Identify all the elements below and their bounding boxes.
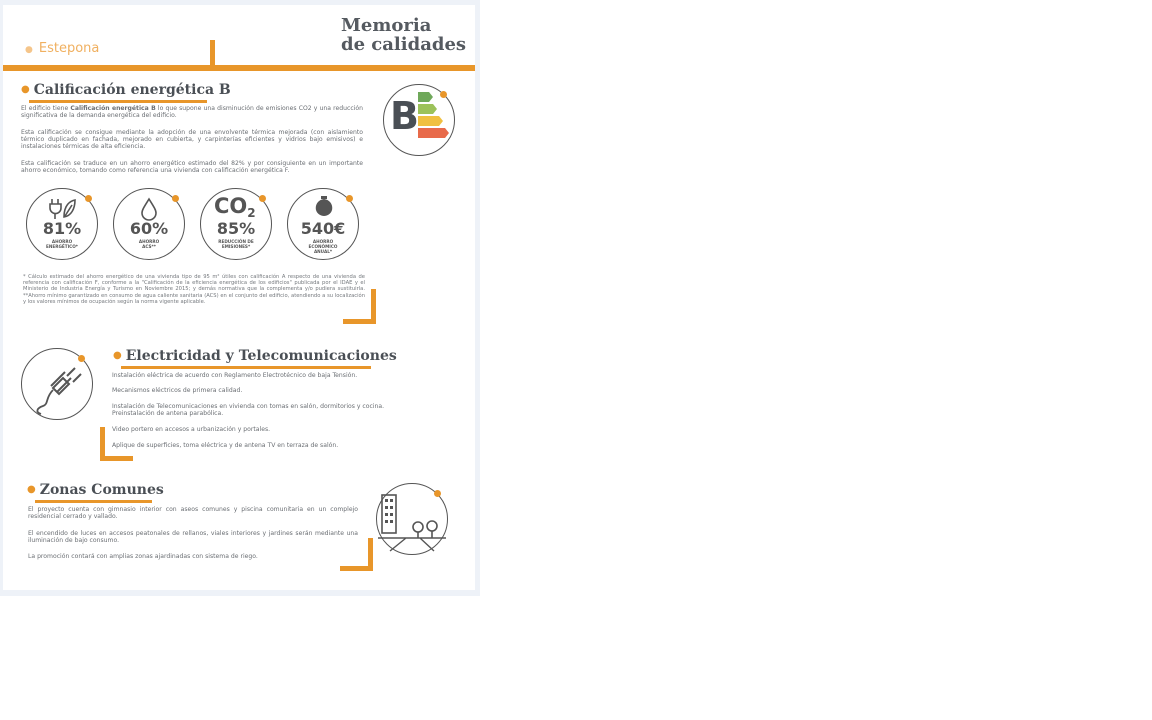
- document-sheet: [3, 5, 475, 590]
- electricity-item: Instalación de Telecomunicaciones en vivienda con tomas en salón, dormitorios y cocina.: [112, 403, 385, 410]
- page-background: [0, 0, 480, 596]
- bracket-corner-horizontal: [100, 456, 133, 461]
- electricity-title-underline: [121, 366, 371, 369]
- common-paragraph-3: La promoción contará con amplias zonas ajardinadas con sistema de riego.: [28, 553, 258, 560]
- badge-accent-dot: [259, 195, 266, 202]
- stat-label-2: ACS**: [142, 243, 156, 249]
- bracket-corner-horizontal: [340, 566, 373, 571]
- stat-label-1: AHORRO: [312, 239, 334, 244]
- energy-footnote: * Cálculo estimado del ahorro energético de una vivienda tipo de 95 m² útiles con calificación A respecto de una vivienda de referencia con calificación F, conforme a la "Calificación de la eficiencia energética de los edificios" publicada por el IDAE y el Ministerio de Industria Energía y Turismo en Noviembre 2015; y demás normativa que la complementa y/o pudiera sustituirla. **Ahorro mínimo garantizado en consumo de agua caliente sanitaria (ACS) en el conjunto del edificio, atendiendo a su localización y los valores mínimos de ocupación según la norma vigente aplicable.: [23, 274, 365, 305]
- energy-title-underline: [29, 100, 207, 103]
- electricity-item: Video portero en accesos a urbanización y portales.: [112, 426, 271, 433]
- electricity-item: Mecanismos eléctricos de primera calidad.: [112, 387, 243, 394]
- header-tick: [210, 40, 215, 67]
- common-zones-badge: [376, 483, 448, 555]
- stat-value: 540€: [300, 219, 346, 238]
- common-paragraph-1: El proyecto cuenta con gimnasio interior con aseos comunes y piscina comunitaria en un complejo residencial cerrado y vallado.: [28, 506, 358, 521]
- stat-label-2: EMISIONES*: [221, 243, 251, 249]
- p1-post: lo que supone una disminución de emisiones CO2 y una reducción significativa de la demanda energética del edificio.: [21, 105, 364, 120]
- stat-value: 81%: [42, 219, 82, 238]
- water-drop-icon: [139, 197, 159, 221]
- electricity-section-title: [113, 348, 397, 364]
- brand-name: [25, 41, 99, 56]
- common-section-title: [27, 482, 164, 498]
- stat-label-1: REDUCCIÓN DE: [218, 239, 254, 244]
- title-bullet-icon: ●: [113, 350, 122, 361]
- energy-section-title: [21, 82, 231, 98]
- brand-dot-icon: ●: [25, 45, 33, 55]
- building-trees-icon: [376, 483, 448, 555]
- title-bullet-icon: ●: [27, 484, 36, 495]
- stat-value: 60%: [129, 219, 169, 238]
- stat-badge-savings: [287, 188, 359, 260]
- header-rule: [3, 65, 475, 71]
- badge-accent-dot: [172, 195, 179, 202]
- piggy-bank-icon: [313, 194, 335, 220]
- common-title-underline: [35, 500, 152, 503]
- p1-pre: El edificio tiene: [21, 105, 71, 112]
- electricity-item: Aplique de superficies, toma eléctrica y de antena TV en terraza de salón.: [112, 442, 339, 449]
- stat-label: [114, 240, 184, 250]
- stat-label-3: ANUAL*: [313, 248, 333, 254]
- energy-grade-badge: [383, 84, 455, 156]
- energy-paragraph-2: Esta calificación se consigue mediante la adopción de una envolvente térmica mejorada (con aislamiento térmico duplicado en fachada, mejorado en cubierta, y carpinterías eficientes y vidrios bajo emisivos) e instalaciones térmicas de alta eficiencia.: [21, 129, 363, 151]
- badge-accent-dot: [346, 195, 353, 202]
- electric-plug-icon: [21, 348, 93, 420]
- common-title-text: Zonas Comunes: [39, 482, 164, 498]
- electricity-item: Preinstalación de antena parabólica.: [112, 410, 224, 417]
- title-bullet-icon: ●: [21, 84, 30, 95]
- electricity-badge: [21, 348, 93, 420]
- plug-leaf-icon: [48, 197, 76, 221]
- stat-value: 85%: [216, 219, 256, 238]
- title-line-2: de calidades: [341, 34, 467, 55]
- stat-label-1: AHORRO: [51, 239, 73, 244]
- stat-label-2: ECONÓMICO: [308, 243, 338, 249]
- electricity-item: Instalación eléctrica de acuerdo con Reglamento Electrotécnico de baja Tensión.: [112, 372, 358, 379]
- co2-text: CO: [214, 194, 248, 218]
- stat-label: [288, 240, 358, 254]
- stat-badge-emissions: [200, 188, 272, 260]
- page-title: [341, 16, 466, 54]
- energy-paragraph-3: Esta calificación se traduce en un ahorro energético estimado del 82% y por consiguiente en un importante ahorro económico, tomando como referencia una vivienda con calificación energética F.: [21, 160, 363, 175]
- stat-badge-acs: [113, 188, 185, 260]
- stat-badge-energy: [26, 188, 98, 260]
- badge-accent-dot: [85, 195, 92, 202]
- brand-label: Estepona: [38, 41, 100, 56]
- co2-subscript: 2: [247, 206, 256, 220]
- electricity-title-text: Electricidad y Telecomunicaciones: [125, 348, 397, 364]
- bracket-corner-horizontal: [343, 319, 376, 324]
- energy-title-text: Calificación energética B: [33, 82, 231, 98]
- energy-grade-letter: B: [390, 94, 419, 138]
- stat-label: [27, 240, 97, 250]
- title-line-1: Memoria: [341, 15, 432, 36]
- stat-label-1: AHORRO: [138, 239, 160, 244]
- p1-bold: Calificación energética B: [70, 105, 156, 112]
- stat-label-2: ENERGÉTICO*: [46, 243, 78, 249]
- energy-paragraph-1: [21, 105, 363, 119]
- common-paragraph-2: El encendido de luces en accesos peatonales de rellanos, viales interiores y jardines serán mediante una iluminación de bajo consumo.: [28, 530, 358, 545]
- stat-label: [201, 240, 271, 250]
